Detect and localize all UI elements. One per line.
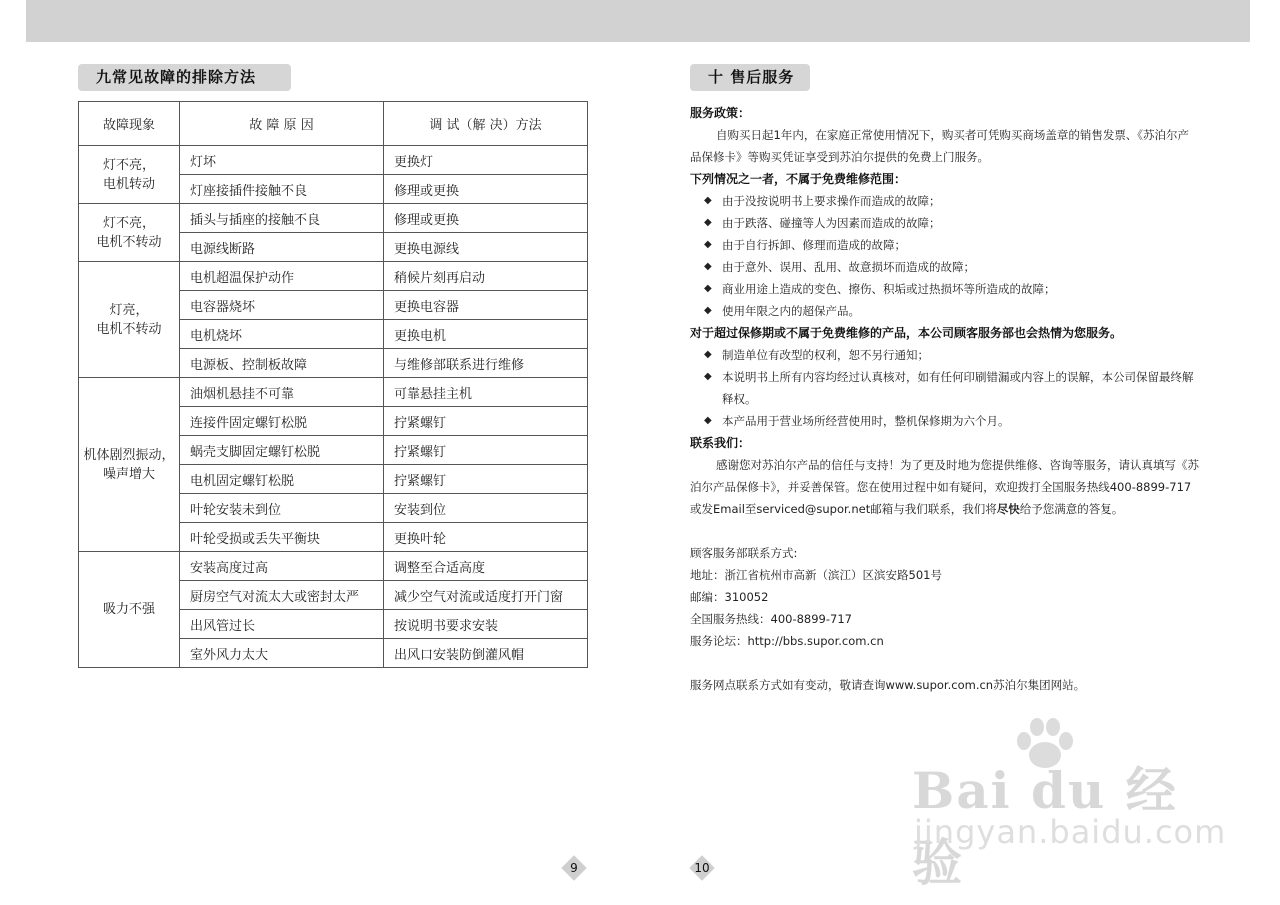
page-number-left: 9 <box>562 856 586 880</box>
list-item: ◆ 本产品用于营业场所经营使用时，整机保修期为六个月。 <box>690 410 1200 432</box>
notes-list <box>690 344 1200 432</box>
table-row <box>79 378 588 407</box>
solution-cell: 更换电容器 <box>384 291 588 320</box>
policy-heading: 服务政策： <box>690 106 751 120</box>
solution-cell: 更换灯 <box>384 146 588 175</box>
solution-cell: 修理或更换 <box>384 175 588 204</box>
symptom-cell: 灯不亮， 电机不转动 <box>79 204 180 262</box>
symptom-cell: 吸力不强 <box>79 552 180 668</box>
solution-cell: 按说明书要求安装 <box>384 610 588 639</box>
cause-cell: 叶轮受损或丢失平衡块 <box>180 523 384 552</box>
list-item: ◆ 本说明书上所有内容均经过认真核对，如有任何印刷错漏或内容上的误解，本公司保留最终解释权。 <box>690 366 1200 410</box>
section-title-after-sales: 十 售后服务 <box>690 64 810 91</box>
watermark-brand: Bai du 经验 <box>912 761 1178 892</box>
solution-cell: 减少空气对流或适度打开门窗 <box>384 581 588 610</box>
solution-cell: 更换电机 <box>384 320 588 349</box>
list-item: ◆ 制造单位有改型的权利，恕不另行通知； <box>690 344 1200 366</box>
cause-cell: 室外风力太大 <box>180 639 384 668</box>
cause-cell: 灯座接插件接触不良 <box>180 175 384 204</box>
list-item: ◆ 由于跌落、碰撞等人为因素而造成的故障； <box>690 212 1200 234</box>
cause-cell: 灯坏 <box>180 146 384 175</box>
solution-cell: 拧紧螺钉 <box>384 407 588 436</box>
exclusions-list <box>690 190 1200 322</box>
dept-heading: 顾客服务部联系方式: <box>690 546 798 560</box>
solution-cell: 更换电源线 <box>384 233 588 262</box>
forum-link[interactable]: 服务论坛：http://bbs.supor.com.cn <box>690 634 884 648</box>
diamond-bullet-icon: ◆ <box>704 415 712 426</box>
section-title-troubleshooting: 九常见故障的排除方法 <box>78 64 291 91</box>
cause-cell: 电源板、控制板故障 <box>180 349 384 378</box>
baidu-watermark <box>912 715 1227 892</box>
cause-cell: 连接件固定螺钉松脱 <box>180 407 384 436</box>
cause-cell: 插头与插座的接触不良 <box>180 204 384 233</box>
solution-cell: 稍候片刻再启动 <box>384 262 588 291</box>
table-row <box>79 204 588 233</box>
cause-cell: 厨房空气对流太大或密封太严 <box>180 581 384 610</box>
after-sales-content <box>690 102 1200 696</box>
cause-cell: 油烟机悬挂不可靠 <box>180 378 384 407</box>
symptom-cell: 灯亮， 电机不转动 <box>79 262 180 378</box>
table-row <box>79 146 588 175</box>
solution-cell: 安装到位 <box>384 494 588 523</box>
troubleshooting-table <box>78 101 588 668</box>
list-item: ◆ 由于没按说明书上要求操作而造成的故障； <box>690 190 1200 212</box>
solution-cell: 更换叶轮 <box>384 523 588 552</box>
contact-text: 感谢您对苏泊尔产品的信任与支持！为了更及时地为您提供维修、咨询等服务，请认真填写《苏泊尔产品保修卡》，并妥善保管。您在使用过程中如有疑问，欢迎拨打全国服务热线400-8899-717或发Email至serviced@supor.net邮箱与我们联系，我们将尽快给予您满意的答复。 <box>690 458 1199 516</box>
diamond-bullet-icon: ◆ <box>704 305 712 316</box>
table-row <box>79 262 588 291</box>
cause-cell: 出风管过长 <box>180 610 384 639</box>
table-header-row <box>79 102 588 146</box>
cause-cell: 电源线断路 <box>180 233 384 262</box>
list-item: ◆ 使用年限之内的超保产品。 <box>690 300 1200 322</box>
cause-cell: 电机超温保护动作 <box>180 262 384 291</box>
list-item: ◆ 商业用途上造成的变色、擦伤、积垢或过热损坏等所造成的故障； <box>690 278 1200 300</box>
top-bar <box>26 0 1250 42</box>
policy-text: 自购买日起1年内，在家庭正常使用情况下，购买者可凭购买商场盖章的销售发票、《苏泊尔产品保修卡》等购买凭证享受到苏泊尔提供的免费上门服务。 <box>690 128 1190 164</box>
solution-cell: 与维修部联系进行维修 <box>384 349 588 378</box>
solution-cell: 拧紧螺钉 <box>384 465 588 494</box>
cause-cell: 电机烧坏 <box>180 320 384 349</box>
solution-cell: 拧紧螺钉 <box>384 436 588 465</box>
diamond-bullet-icon: ◆ <box>704 239 712 250</box>
header-symptom: 故障现象 <box>79 102 180 146</box>
list-item: ◆ 由于自行拆卸、修理而造成的故障； <box>690 234 1200 256</box>
diamond-bullet-icon: ◆ <box>704 217 712 228</box>
watermark-url: jingyan.baidu.com <box>914 813 1227 851</box>
cause-cell: 电机固定螺钉松脱 <box>180 465 384 494</box>
table-row <box>79 552 588 581</box>
cause-cell: 叶轮安装未到位 <box>180 494 384 523</box>
diamond-bullet-icon: ◆ <box>704 195 712 206</box>
postcode: 邮编：310052 <box>690 590 769 604</box>
solution-cell: 调整至合适高度 <box>384 552 588 581</box>
diamond-bullet-icon: ◆ <box>704 261 712 272</box>
solution-cell: 修理或更换 <box>384 204 588 233</box>
symptom-cell: 机体剧烈振动， 噪声增大 <box>79 378 180 552</box>
exclusions-heading: 下列情况之一者，不属于免费维修范围： <box>690 172 907 186</box>
solution-cell: 出风口安装防倒灌风帽 <box>384 639 588 668</box>
diamond-bullet-icon: ◆ <box>704 349 712 360</box>
page-number-right: 10 <box>690 856 714 880</box>
header-cause: 故 障 原 因 <box>180 102 384 146</box>
hotline: 全国服务热线：400-8899-717 <box>690 612 852 626</box>
symptom-cell: 灯不亮， 电机转动 <box>79 146 180 204</box>
cause-cell: 电容器烧坏 <box>180 291 384 320</box>
header-solution: 调 试（解 决）方法 <box>384 102 588 146</box>
address: 地址：浙江省杭州市高新（滨江）区滨安路501号 <box>690 568 942 582</box>
diamond-bullet-icon: ◆ <box>704 371 712 382</box>
diamond-bullet-icon: ◆ <box>704 283 712 294</box>
solution-cell: 可靠悬挂主机 <box>384 378 588 407</box>
cause-cell: 安装高度过高 <box>180 552 384 581</box>
list-item: ◆ 由于意外、误用、乱用、故意损坏而造成的故障； <box>690 256 1200 278</box>
warm-service-note: 对于超过保修期或不属于免费维修的产品，本公司顾客服务部也会热情为您服务。 <box>690 326 1123 340</box>
footer-note: 服务网点联系方式如有变动，敬请查询www.supor.com.cn苏泊尔集团网站。 <box>690 678 1086 692</box>
cause-cell: 蜗壳支脚固定螺钉松脱 <box>180 436 384 465</box>
contact-heading: 联系我们： <box>690 436 751 450</box>
